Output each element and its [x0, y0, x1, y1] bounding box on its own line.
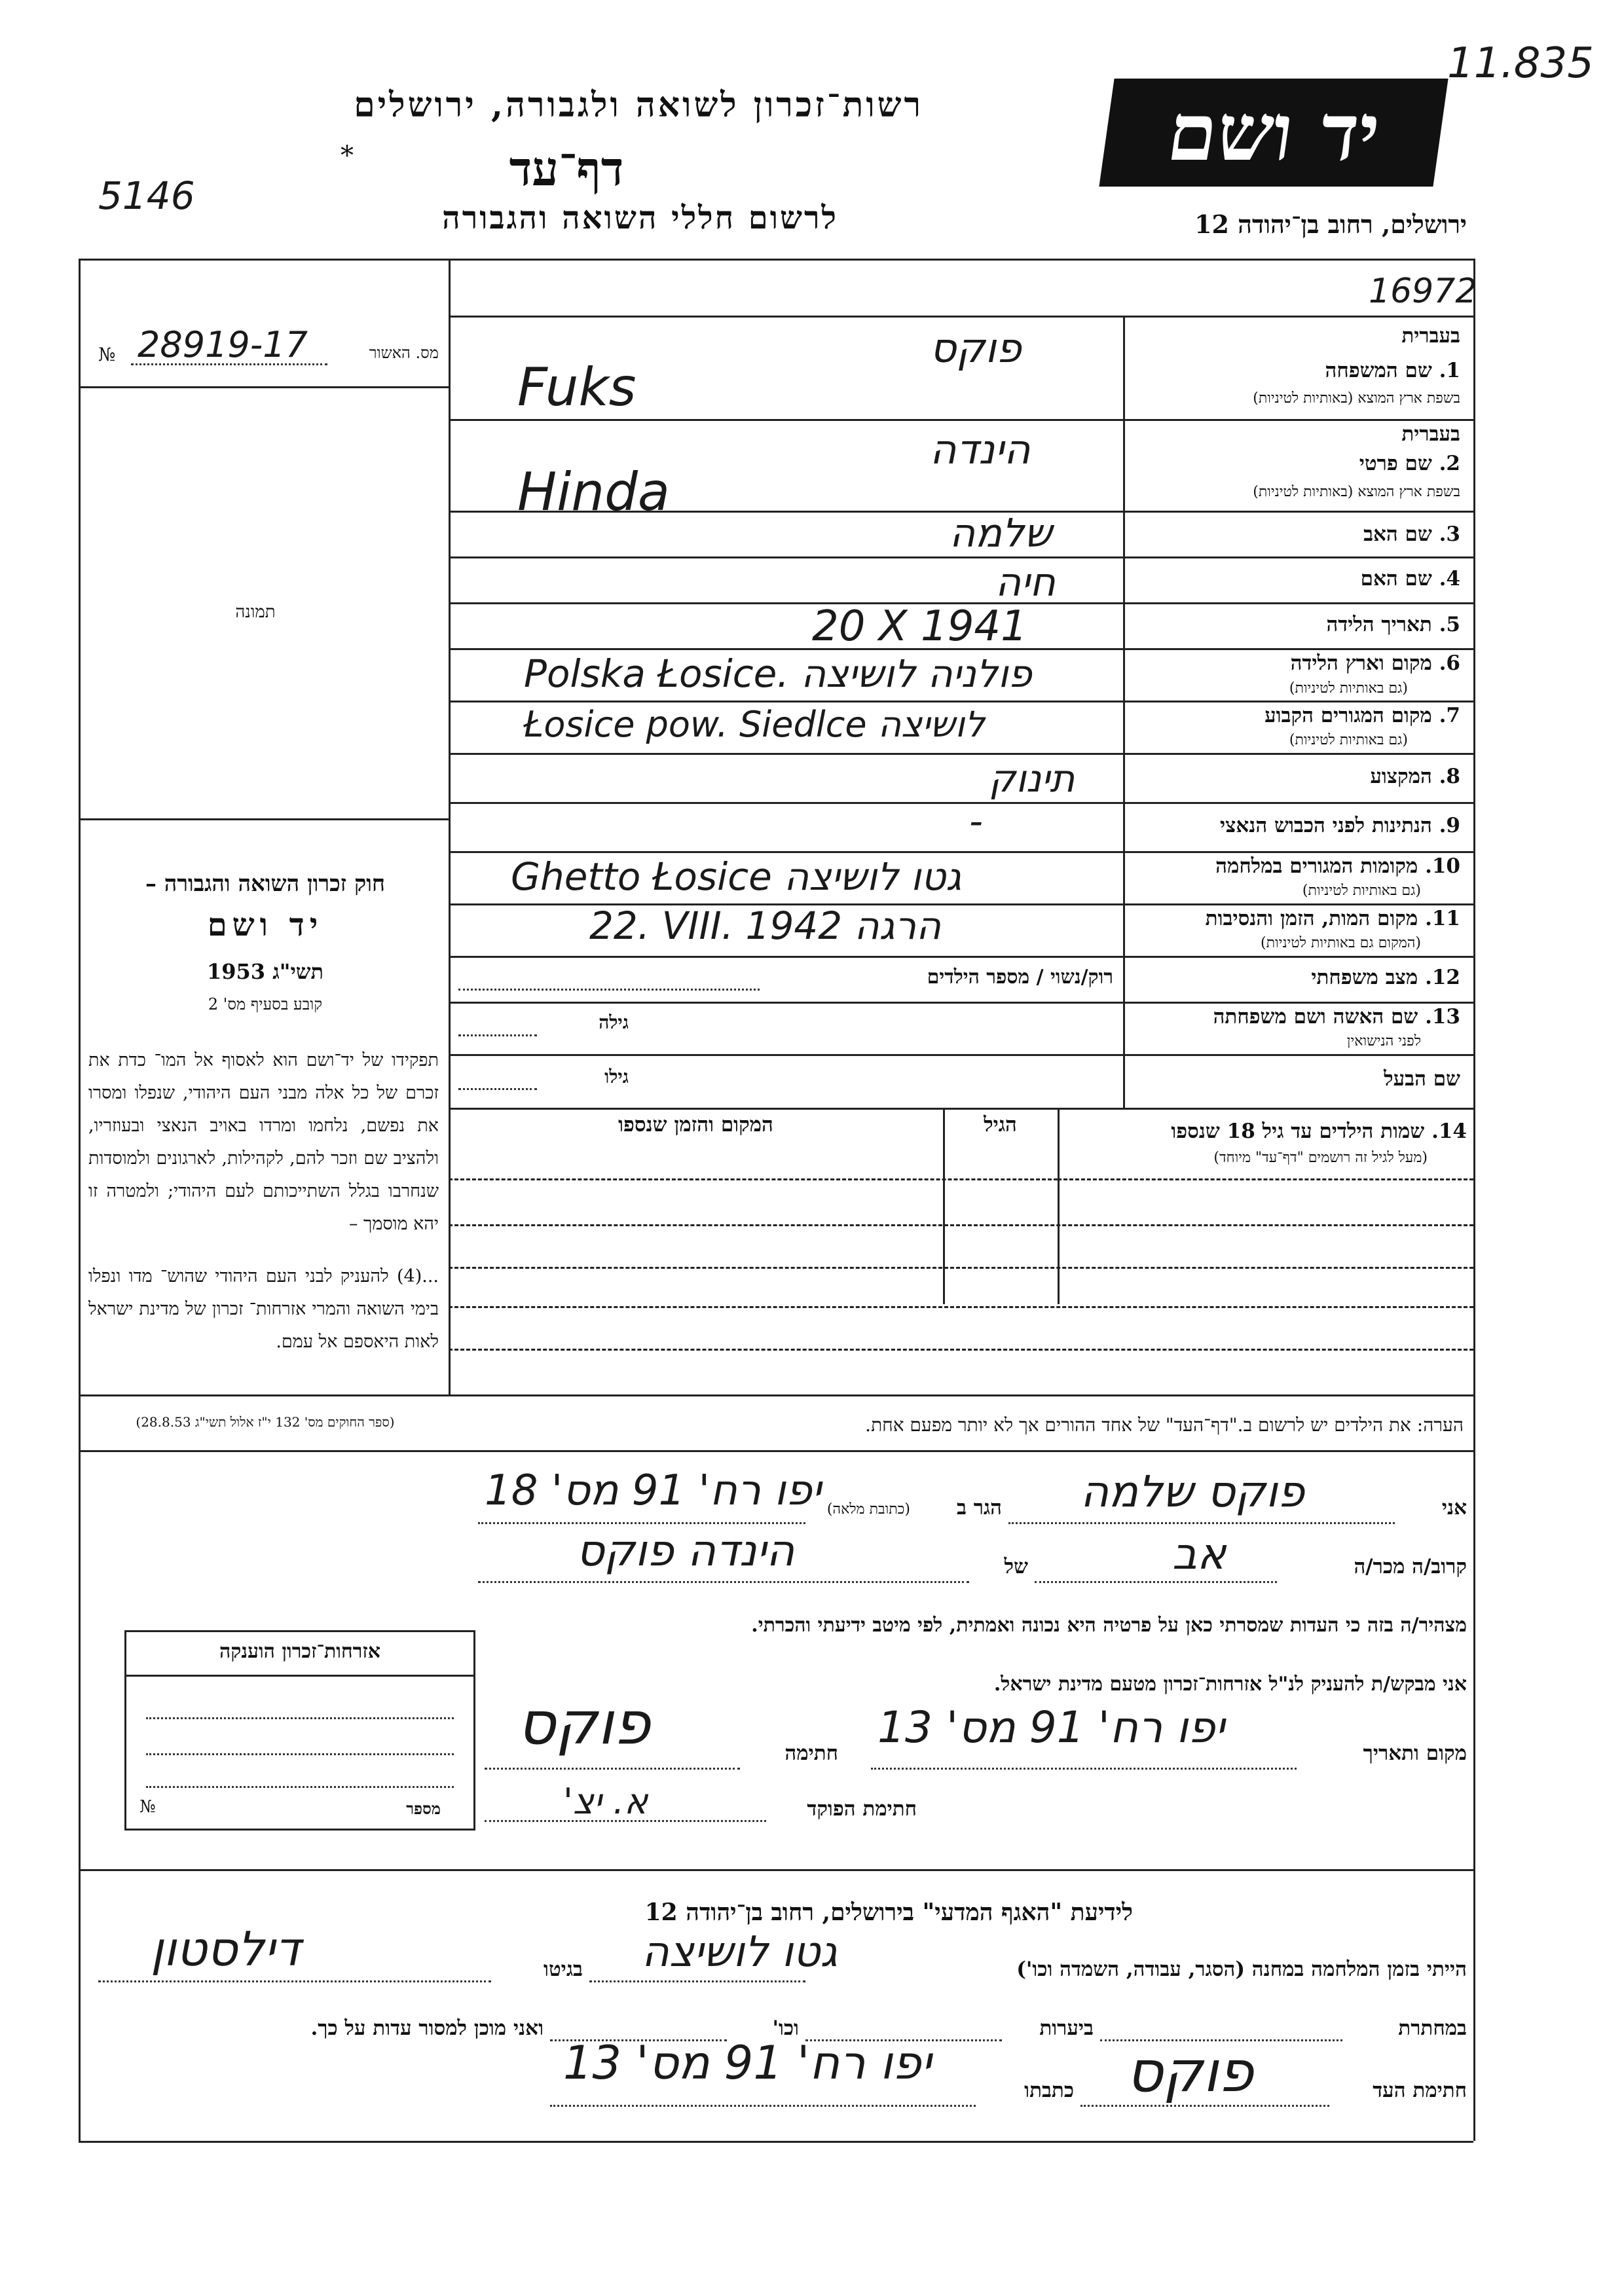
- decl-statement: מצהיר/ה בזה כי העדות שמסרתי כאן על פרטיה היא נכונה ואמתית, לפי מיטב ידיעתי והכרתי.: [751, 1614, 1467, 1637]
- children-col-age: הגיל: [984, 1113, 1017, 1137]
- field-2-value-latin: Hinda: [517, 462, 670, 522]
- law-source: (ספר החוקים מס' 132 י"ז אלול תשי"ג 28.8.53): [136, 1414, 395, 1430]
- law-name: יד ושם: [207, 907, 323, 943]
- field-8-label: [1133, 765, 1460, 788]
- decl-of-label: של: [1004, 1555, 1028, 1578]
- photo-placeholder-label: תמונה: [235, 602, 276, 622]
- approval-number-sign: №: [98, 344, 116, 365]
- field-7-sub: (גם באותיות לטיניות): [1289, 732, 1408, 748]
- field-2-label: [1133, 452, 1460, 475]
- field-7-num: 7.: [1439, 704, 1460, 727]
- intel-address-value: יפו רח' 91 מס' 13: [563, 2036, 932, 2090]
- field-3-num: 3.: [1439, 522, 1460, 546]
- field-3-label: [1133, 522, 1460, 546]
- field-8-value: תינוק: [989, 756, 1075, 801]
- field-4-value: חיה: [995, 560, 1056, 606]
- intel-title: לידיעת "האגף המדעי" בירושלים, רחוב בן־יהודה 12: [644, 1899, 1133, 1926]
- children-sub: (מעל לגיל זה רושמים "דף־עד" מיוחד): [1213, 1150, 1428, 1166]
- decl-of-value: הינדה פוקס: [576, 1525, 795, 1576]
- field-6-value: Polska Łosice. פולניה לושיצה: [524, 651, 1032, 696]
- intel-ready-label: ואני מוכן למסור עדות על כך.: [310, 2016, 544, 2040]
- field-6-num: 6.: [1439, 651, 1460, 675]
- law-title: חוק זכרון השואה והגבורה –: [145, 871, 386, 897]
- field-husband-age-label: גילו: [604, 1066, 629, 1087]
- children-col-place: המקום והזמן שנספו: [618, 1113, 773, 1137]
- decl-lives-sub: (כתובת מלאה): [826, 1501, 910, 1518]
- decl-signature-value: פוקס: [517, 1689, 650, 1758]
- intel-camp-value: גטו לושיצה: [642, 1928, 838, 1977]
- margin-number: 5146: [98, 173, 195, 218]
- field-1-hebrew-tag: בעברית: [1401, 324, 1460, 348]
- field-9-label: [1133, 814, 1460, 837]
- corner-number: 11.835: [1447, 39, 1594, 88]
- field-11-num: 11.: [1425, 907, 1460, 930]
- decl-lives-label: הגר ב: [956, 1496, 1002, 1520]
- field-1-sub: בשפת ארץ המוצא (באותיות לטיניות): [1253, 390, 1460, 407]
- field-10-label: [1133, 854, 1460, 878]
- field-5-num: 5.: [1439, 613, 1460, 636]
- authority-name: רשות־זכרון לשואה ולגבורה, ירושלים: [354, 85, 923, 125]
- field-12-num: 12.: [1425, 966, 1460, 989]
- decl-i-label: אני: [1441, 1496, 1467, 1520]
- field-1-value-latin: Fuks: [517, 357, 637, 418]
- citizenship-box: [124, 1630, 475, 1831]
- field-9-num: 9.: [1439, 814, 1460, 837]
- children-num: 14.: [1431, 1120, 1467, 1143]
- decl-place-date-value: יפו רח' 91 מס' 13: [877, 1702, 1225, 1753]
- law-text-2: ...(4) להעניק לבני העם היהודי שהוש־ מדו ונפלו בימי השואה והמרי אזרחות־ זכרון של מדינת ישראל לאות היאספם אל עמם.: [88, 1266, 439, 1352]
- decl-relative-label: קרוב/ה מכר/ה: [1354, 1555, 1467, 1578]
- field-4-label: [1133, 567, 1460, 591]
- asterisk-mark: *: [341, 141, 354, 171]
- children-label: [1061, 1120, 1467, 1143]
- form-title: דף־עד: [509, 141, 624, 196]
- field-2-text: שם פרטי: [1359, 452, 1432, 475]
- citizenship-number-sign: №: [139, 1797, 156, 1817]
- law-clause: קובע בסעיף מס' 2: [208, 995, 323, 1013]
- citizenship-number-label: מספר: [406, 1799, 441, 1818]
- field-10-sub: (גם באותיות לטיניות): [1302, 883, 1421, 899]
- field-1-label: [1133, 359, 1460, 382]
- children-text: שמות הילדים עד גיל 18 שנספו: [1171, 1120, 1425, 1143]
- field-2-sub: בשפת ארץ המוצא (באותיות לטיניות): [1253, 484, 1460, 500]
- field-9-value: -: [969, 799, 983, 843]
- field-2-num: 2.: [1439, 452, 1460, 475]
- field-13-text: שם האשה ושם משפחתה: [1213, 1005, 1418, 1029]
- approval-label: מס. האשור: [369, 344, 439, 362]
- approval-number: 28919-17: [138, 324, 308, 365]
- field-11-value: 22. VIII. 1942 הרגה: [589, 903, 942, 948]
- decl-address-value: יפו רח' 91 מס' 18: [485, 1467, 822, 1515]
- intel-ghetto-value: דילסטון: [151, 1922, 301, 1977]
- field-7-text: מקום המגורים הקבוע: [1264, 704, 1432, 727]
- field-13-sub: לפני הנישואין: [1346, 1033, 1421, 1049]
- intel-camp-line: הייתי בזמן המלחמה במחנה (הסגר, עבודה, השמדה וכו'): [1016, 1958, 1467, 1981]
- field-9-text: הנתינות לפני הכבוש הנאצי: [1220, 814, 1432, 837]
- field-12-text: מצב משפחתי: [1311, 966, 1418, 989]
- intel-etc-label: וכו': [772, 2016, 799, 2040]
- field-7-value: Łosice pow. Siedlce לושיצה: [524, 704, 985, 745]
- decl-i-value: פוקס שלמה: [1080, 1467, 1305, 1517]
- field-6-label: [1133, 651, 1460, 675]
- field-1-text: שם המשפחה: [1325, 359, 1432, 382]
- intel-underground-label: במחתרת: [1398, 2016, 1467, 2040]
- intel-ghetto-label: בגיטו: [544, 1958, 583, 1981]
- field-8-num: 8.: [1439, 765, 1460, 788]
- field-7-label: [1133, 704, 1460, 727]
- decl-inspector-label: חתימת הפוקד: [807, 1797, 917, 1821]
- field-10-num: 10.: [1425, 854, 1460, 878]
- decl-request: אני מבקש/ת להעניק לנ"ל אזרחות־זכרון מטעם מדינת ישראל.: [993, 1673, 1467, 1696]
- field-12-value: רוק/נשוי / מספר הילדים: [927, 966, 1113, 989]
- field-2-hebrew-tag: בעברית: [1401, 422, 1460, 446]
- field-5-label: [1133, 613, 1460, 636]
- decl-place-date-label: מקום ותאריך: [1363, 1741, 1467, 1765]
- field-10-text: מקומות המגורים במלחמה: [1215, 854, 1418, 878]
- field-10-value: Ghetto Łosice גטו לושיצה: [511, 854, 962, 899]
- intel-witness-sig-label: חתימת העד: [1373, 2079, 1467, 2102]
- sheet-number: 16972: [1369, 272, 1477, 311]
- citizenship-box-title: אזרחות־זכרון הוענקה: [219, 1640, 381, 1663]
- form-subtitle: לרשום חללי השואה והגבורה: [442, 200, 838, 236]
- field-3-text: שם האב: [1363, 522, 1432, 546]
- field-5-value: 20 X 1941: [812, 602, 1027, 651]
- field-8-text: המקצוע: [1370, 765, 1432, 788]
- field-5-text: תאריך הלידה: [1326, 613, 1432, 636]
- field-1-value-hebrew: פוקס: [930, 324, 1022, 372]
- intel-witness-sig-value: פוקס: [1126, 2039, 1253, 2105]
- field-2-value-hebrew: הינדה: [930, 426, 1031, 473]
- law-text-1: תפקידו של יד־ושם הוא לאסוף אל המו־ כדת את זכרם של כל אלה מבני העם היהודי, שנפלו ומסרו את נפשם, נלחמו ומרדו באויב הנאצי ובעוזריו, ולהציב שם וזכר להם, לקהילות, לארגונים ולמוסדות שנחרבו בגלל השתייכותם לעם היהודי; ולמטרה זו יהא מוסמך –: [88, 1050, 439, 1234]
- header-address: ירושלים, רחוב בן־יהודה 12: [1194, 210, 1467, 239]
- field-husband-label: שם הבעל: [1384, 1067, 1460, 1091]
- field-4-num: 4.: [1439, 567, 1460, 591]
- intel-address-label: כתבתו: [1024, 2079, 1074, 2102]
- field-4-text: שם האם: [1360, 567, 1432, 591]
- field-13-age-label: גילה: [599, 1011, 629, 1033]
- intel-forests-label: ביערות: [1039, 2016, 1094, 2040]
- field-6-text: מקום וארץ הלידה: [1290, 651, 1432, 675]
- decl-relation-value: אב: [1172, 1529, 1227, 1579]
- field-1-num: 1.: [1439, 359, 1460, 382]
- field-11-text: מקום המות, הזמן והנסיבות: [1205, 907, 1418, 930]
- field-11-sub: (המקום גם באותיות לטיניות): [1261, 935, 1421, 951]
- field-13-label: [1133, 1005, 1460, 1029]
- yad-vashem-logo: יד ושם: [1099, 79, 1448, 187]
- field-6-sub: (גם באותיות לטיניות): [1289, 680, 1408, 697]
- decl-inspector-value: א. יצ': [563, 1781, 648, 1822]
- field-13-num: 13.: [1425, 1005, 1460, 1029]
- children-note: הערה: את הילדים יש לרשום ב."דף־העד" של אחד ההורים אך לא יותר מפעם אחת.: [865, 1414, 1464, 1436]
- decl-signature-label: חתימה: [784, 1741, 838, 1765]
- law-year: תשי"ג 1953: [207, 959, 323, 984]
- field-12-label: [1133, 966, 1460, 989]
- field-11-label: [1133, 907, 1460, 930]
- field-3-value: שלמה: [950, 511, 1052, 556]
